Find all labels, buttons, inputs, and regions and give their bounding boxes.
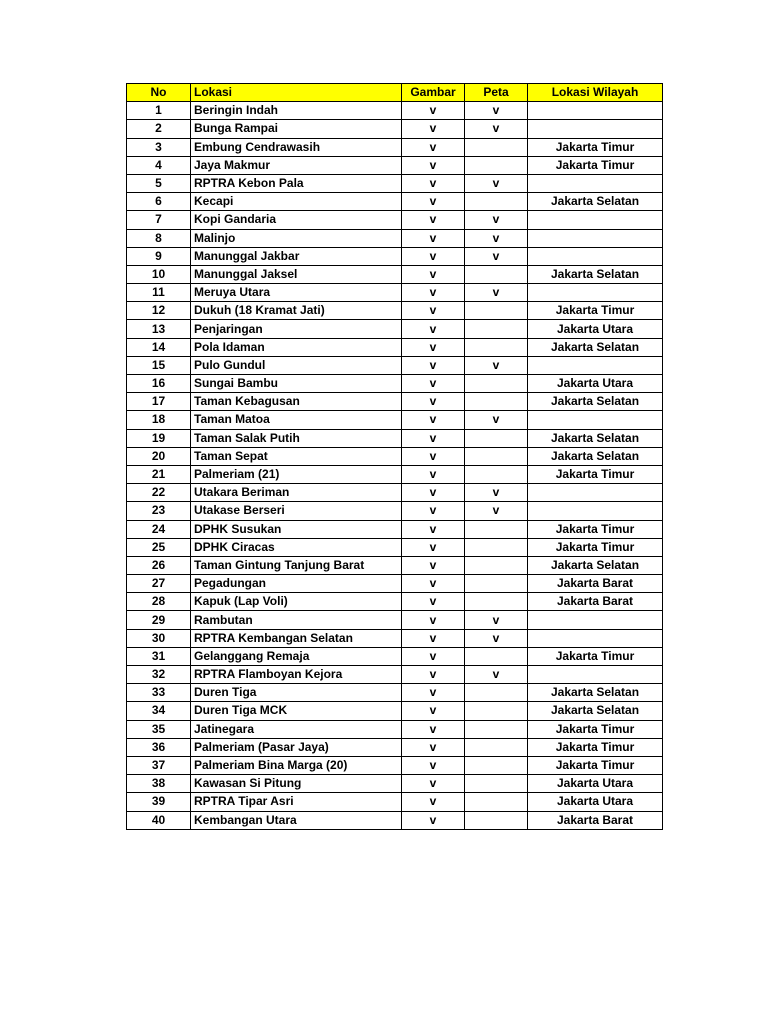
cell-no: 25 — [127, 538, 191, 556]
cell-peta: v — [465, 411, 528, 429]
cell-gambar: v — [402, 174, 465, 192]
table-row — [127, 538, 663, 556]
cell-lokasi: Sungai Bambu — [191, 375, 402, 393]
cell-no: 40 — [127, 811, 191, 829]
cell-lokasi-wilayah: Jakarta Selatan — [528, 447, 663, 465]
cell-gambar: v — [402, 775, 465, 793]
cell-lokasi: Meruya Utara — [191, 284, 402, 302]
table-row — [127, 320, 663, 338]
cell-lokasi-wilayah — [528, 629, 663, 647]
cell-lokasi: Embung Cendrawasih — [191, 138, 402, 156]
cell-no: 32 — [127, 666, 191, 684]
table-row — [127, 502, 663, 520]
cell-no: 33 — [127, 684, 191, 702]
cell-lokasi-wilayah — [528, 356, 663, 374]
cell-lokasi-wilayah — [528, 502, 663, 520]
cell-no: 29 — [127, 611, 191, 629]
cell-peta: v — [465, 120, 528, 138]
cell-lokasi: Manunggal Jakbar — [191, 247, 402, 265]
table-row — [127, 138, 663, 156]
table-row — [127, 666, 663, 684]
cell-no: 31 — [127, 647, 191, 665]
cell-lokasi-wilayah: Jakarta Timur — [528, 538, 663, 556]
cell-lokasi: Utakase Berseri — [191, 502, 402, 520]
table-row — [127, 156, 663, 174]
cell-lokasi: RPTRA Kembangan Selatan — [191, 629, 402, 647]
cell-no: 37 — [127, 756, 191, 774]
cell-lokasi: Beringin Indah — [191, 102, 402, 120]
cell-lokasi: Palmeriam (21) — [191, 465, 402, 483]
cell-no: 4 — [127, 156, 191, 174]
cell-no: 9 — [127, 247, 191, 265]
table-row — [127, 102, 663, 120]
cell-lokasi: Rambutan — [191, 611, 402, 629]
cell-lokasi-wilayah — [528, 229, 663, 247]
cell-lokasi-wilayah: Jakarta Selatan — [528, 684, 663, 702]
cell-no: 10 — [127, 265, 191, 283]
cell-gambar: v — [402, 138, 465, 156]
cell-peta: v — [465, 211, 528, 229]
cell-gambar: v — [402, 738, 465, 756]
cell-lokasi: Palmeriam Bina Marga (20) — [191, 756, 402, 774]
cell-gambar: v — [402, 465, 465, 483]
cell-lokasi: Bunga Rampai — [191, 120, 402, 138]
cell-peta — [465, 538, 528, 556]
cell-lokasi-wilayah: Jakarta Selatan — [528, 702, 663, 720]
cell-lokasi: DPHK Susukan — [191, 520, 402, 538]
cell-lokasi-wilayah: Jakarta Barat — [528, 593, 663, 611]
table-row — [127, 247, 663, 265]
table-row — [127, 484, 663, 502]
cell-peta — [465, 338, 528, 356]
cell-lokasi: Manunggal Jaksel — [191, 265, 402, 283]
cell-lokasi-wilayah: Jakarta Timur — [528, 465, 663, 483]
table-row — [127, 520, 663, 538]
cell-gambar: v — [402, 156, 465, 174]
cell-lokasi: Taman Matoa — [191, 411, 402, 429]
header-no: No — [127, 84, 191, 102]
table-row — [127, 193, 663, 211]
table-row — [127, 338, 663, 356]
cell-lokasi: Kopi Gandaria — [191, 211, 402, 229]
cell-no: 38 — [127, 775, 191, 793]
table-row — [127, 174, 663, 192]
table-row — [127, 756, 663, 774]
cell-lokasi-wilayah: Jakarta Selatan — [528, 265, 663, 283]
cell-no: 20 — [127, 447, 191, 465]
table-row — [127, 738, 663, 756]
lokasi-table — [126, 83, 663, 830]
cell-gambar: v — [402, 520, 465, 538]
cell-gambar: v — [402, 702, 465, 720]
cell-peta — [465, 756, 528, 774]
cell-no: 11 — [127, 284, 191, 302]
cell-lokasi: RPTRA Kebon Pala — [191, 174, 402, 192]
table-row — [127, 302, 663, 320]
cell-lokasi: Taman Salak Putih — [191, 429, 402, 447]
cell-no: 16 — [127, 375, 191, 393]
table-row — [127, 775, 663, 793]
table-row — [127, 393, 663, 411]
table-row — [127, 356, 663, 374]
cell-no: 7 — [127, 211, 191, 229]
cell-lokasi: Gelanggang Remaja — [191, 647, 402, 665]
table-row — [127, 684, 663, 702]
cell-gambar: v — [402, 793, 465, 811]
cell-lokasi: Duren Tiga MCK — [191, 702, 402, 720]
cell-peta — [465, 375, 528, 393]
cell-no: 39 — [127, 793, 191, 811]
cell-no: 30 — [127, 629, 191, 647]
cell-gambar: v — [402, 320, 465, 338]
cell-gambar: v — [402, 375, 465, 393]
cell-lokasi: RPTRA Flamboyan Kejora — [191, 666, 402, 684]
cell-peta — [465, 265, 528, 283]
table-row — [127, 265, 663, 283]
table-row — [127, 465, 663, 483]
cell-gambar: v — [402, 429, 465, 447]
cell-gambar: v — [402, 338, 465, 356]
table-body — [127, 102, 663, 830]
cell-lokasi-wilayah — [528, 247, 663, 265]
table-row — [127, 229, 663, 247]
cell-gambar: v — [402, 193, 465, 211]
cell-peta: v — [465, 356, 528, 374]
cell-peta — [465, 447, 528, 465]
cell-no: 21 — [127, 465, 191, 483]
cell-lokasi: Pegadungan — [191, 575, 402, 593]
table-row — [127, 793, 663, 811]
cell-gambar: v — [402, 811, 465, 829]
cell-no: 26 — [127, 556, 191, 574]
cell-lokasi-wilayah: Jakarta Timur — [528, 302, 663, 320]
cell-lokasi-wilayah: Jakarta Timur — [528, 520, 663, 538]
cell-peta — [465, 556, 528, 574]
cell-lokasi-wilayah: Jakarta Utara — [528, 375, 663, 393]
header-lokasi: Lokasi — [191, 84, 402, 102]
table-row — [127, 284, 663, 302]
cell-lokasi-wilayah: Jakarta Timur — [528, 138, 663, 156]
cell-no: 14 — [127, 338, 191, 356]
cell-no: 27 — [127, 575, 191, 593]
cell-lokasi: Jatinegara — [191, 720, 402, 738]
table-row — [127, 575, 663, 593]
cell-peta: v — [465, 284, 528, 302]
cell-lokasi-wilayah: Jakarta Barat — [528, 575, 663, 593]
cell-peta — [465, 465, 528, 483]
cell-gambar: v — [402, 538, 465, 556]
cell-lokasi-wilayah — [528, 484, 663, 502]
cell-lokasi: DPHK Ciracas — [191, 538, 402, 556]
cell-lokasi: Kecapi — [191, 193, 402, 211]
cell-lokasi-wilayah — [528, 211, 663, 229]
cell-lokasi: Dukuh (18 Kramat Jati) — [191, 302, 402, 320]
cell-peta — [465, 720, 528, 738]
cell-lokasi-wilayah — [528, 666, 663, 684]
cell-peta — [465, 811, 528, 829]
cell-lokasi-wilayah: Jakarta Selatan — [528, 193, 663, 211]
cell-peta — [465, 429, 528, 447]
cell-lokasi: Kapuk (Lap Voli) — [191, 593, 402, 611]
cell-no: 36 — [127, 738, 191, 756]
cell-peta — [465, 302, 528, 320]
cell-lokasi-wilayah: Jakarta Timur — [528, 756, 663, 774]
cell-gambar: v — [402, 666, 465, 684]
cell-gambar: v — [402, 356, 465, 374]
table-row — [127, 811, 663, 829]
cell-lokasi: Palmeriam (Pasar Jaya) — [191, 738, 402, 756]
cell-lokasi-wilayah: Jakarta Timur — [528, 738, 663, 756]
cell-lokasi: Taman Kebagusan — [191, 393, 402, 411]
cell-lokasi: RPTRA Tipar Asri — [191, 793, 402, 811]
cell-gambar: v — [402, 720, 465, 738]
cell-no: 17 — [127, 393, 191, 411]
table-row — [127, 593, 663, 611]
cell-peta: v — [465, 229, 528, 247]
cell-gambar: v — [402, 302, 465, 320]
cell-gambar: v — [402, 247, 465, 265]
table-row — [127, 411, 663, 429]
cell-gambar: v — [402, 556, 465, 574]
cell-lokasi: Taman Gintung Tanjung Barat — [191, 556, 402, 574]
cell-no: 3 — [127, 138, 191, 156]
cell-lokasi-wilayah: Jakarta Selatan — [528, 338, 663, 356]
header-lokasi-wilayah: Lokasi Wilayah — [528, 84, 663, 102]
cell-gambar: v — [402, 629, 465, 647]
cell-no: 19 — [127, 429, 191, 447]
cell-gambar: v — [402, 120, 465, 138]
cell-peta — [465, 320, 528, 338]
cell-peta — [465, 738, 528, 756]
cell-peta — [465, 684, 528, 702]
cell-gambar: v — [402, 211, 465, 229]
table-row — [127, 629, 663, 647]
cell-no: 13 — [127, 320, 191, 338]
header-peta: Peta — [465, 84, 528, 102]
cell-no: 12 — [127, 302, 191, 320]
cell-peta: v — [465, 484, 528, 502]
cell-peta: v — [465, 502, 528, 520]
cell-lokasi-wilayah: Jakarta Timur — [528, 156, 663, 174]
cell-peta — [465, 702, 528, 720]
cell-lokasi-wilayah — [528, 611, 663, 629]
cell-lokasi-wilayah: Jakarta Utara — [528, 320, 663, 338]
cell-peta: v — [465, 629, 528, 647]
cell-gambar: v — [402, 684, 465, 702]
cell-gambar: v — [402, 411, 465, 429]
cell-gambar: v — [402, 447, 465, 465]
table-row — [127, 375, 663, 393]
cell-gambar: v — [402, 284, 465, 302]
cell-lokasi: Duren Tiga — [191, 684, 402, 702]
cell-peta — [465, 520, 528, 538]
cell-lokasi-wilayah: Jakarta Utara — [528, 793, 663, 811]
cell-no: 34 — [127, 702, 191, 720]
cell-lokasi: Jaya Makmur — [191, 156, 402, 174]
cell-no: 23 — [127, 502, 191, 520]
cell-peta — [465, 647, 528, 665]
cell-lokasi-wilayah — [528, 120, 663, 138]
cell-lokasi-wilayah: Jakarta Selatan — [528, 429, 663, 447]
cell-gambar: v — [402, 593, 465, 611]
cell-peta — [465, 393, 528, 411]
cell-gambar: v — [402, 229, 465, 247]
cell-gambar: v — [402, 502, 465, 520]
cell-lokasi-wilayah: Jakarta Selatan — [528, 393, 663, 411]
cell-lokasi: Penjaringan — [191, 320, 402, 338]
cell-gambar: v — [402, 484, 465, 502]
cell-gambar: v — [402, 611, 465, 629]
cell-gambar: v — [402, 393, 465, 411]
header-row — [127, 84, 663, 102]
cell-lokasi: Kawasan Si Pitung — [191, 775, 402, 793]
cell-no: 2 — [127, 120, 191, 138]
cell-peta — [465, 138, 528, 156]
cell-no: 28 — [127, 593, 191, 611]
cell-lokasi-wilayah: Jakarta Timur — [528, 720, 663, 738]
cell-peta: v — [465, 666, 528, 684]
table-row — [127, 556, 663, 574]
table-row — [127, 429, 663, 447]
cell-no: 18 — [127, 411, 191, 429]
table-row — [127, 647, 663, 665]
cell-lokasi-wilayah — [528, 284, 663, 302]
cell-no: 24 — [127, 520, 191, 538]
cell-peta — [465, 775, 528, 793]
cell-peta: v — [465, 174, 528, 192]
header-gambar: Gambar — [402, 84, 465, 102]
cell-lokasi: Pulo Gundul — [191, 356, 402, 374]
cell-no: 8 — [127, 229, 191, 247]
cell-lokasi-wilayah — [528, 102, 663, 120]
cell-no: 6 — [127, 193, 191, 211]
table-row — [127, 720, 663, 738]
cell-lokasi: Kembangan Utara — [191, 811, 402, 829]
cell-peta — [465, 156, 528, 174]
cell-no: 15 — [127, 356, 191, 374]
cell-lokasi-wilayah: Jakarta Barat — [528, 811, 663, 829]
cell-gambar: v — [402, 756, 465, 774]
cell-no: 35 — [127, 720, 191, 738]
cell-peta: v — [465, 247, 528, 265]
cell-peta — [465, 575, 528, 593]
table-row — [127, 120, 663, 138]
cell-gambar: v — [402, 102, 465, 120]
cell-no: 22 — [127, 484, 191, 502]
table-row — [127, 611, 663, 629]
table-row — [127, 447, 663, 465]
cell-lokasi-wilayah: Jakarta Timur — [528, 647, 663, 665]
cell-no: 5 — [127, 174, 191, 192]
cell-peta: v — [465, 102, 528, 120]
cell-lokasi-wilayah — [528, 174, 663, 192]
cell-gambar: v — [402, 265, 465, 283]
cell-lokasi: Utakara Beriman — [191, 484, 402, 502]
cell-lokasi: Malinjo — [191, 229, 402, 247]
cell-peta — [465, 193, 528, 211]
cell-peta — [465, 793, 528, 811]
cell-lokasi-wilayah — [528, 411, 663, 429]
table-row — [127, 702, 663, 720]
cell-lokasi: Pola Idaman — [191, 338, 402, 356]
cell-lokasi-wilayah: Jakarta Utara — [528, 775, 663, 793]
cell-gambar: v — [402, 575, 465, 593]
cell-peta — [465, 593, 528, 611]
table-row — [127, 211, 663, 229]
cell-peta: v — [465, 611, 528, 629]
cell-lokasi: Taman Sepat — [191, 447, 402, 465]
cell-no: 1 — [127, 102, 191, 120]
cell-lokasi-wilayah: Jakarta Selatan — [528, 556, 663, 574]
cell-gambar: v — [402, 647, 465, 665]
